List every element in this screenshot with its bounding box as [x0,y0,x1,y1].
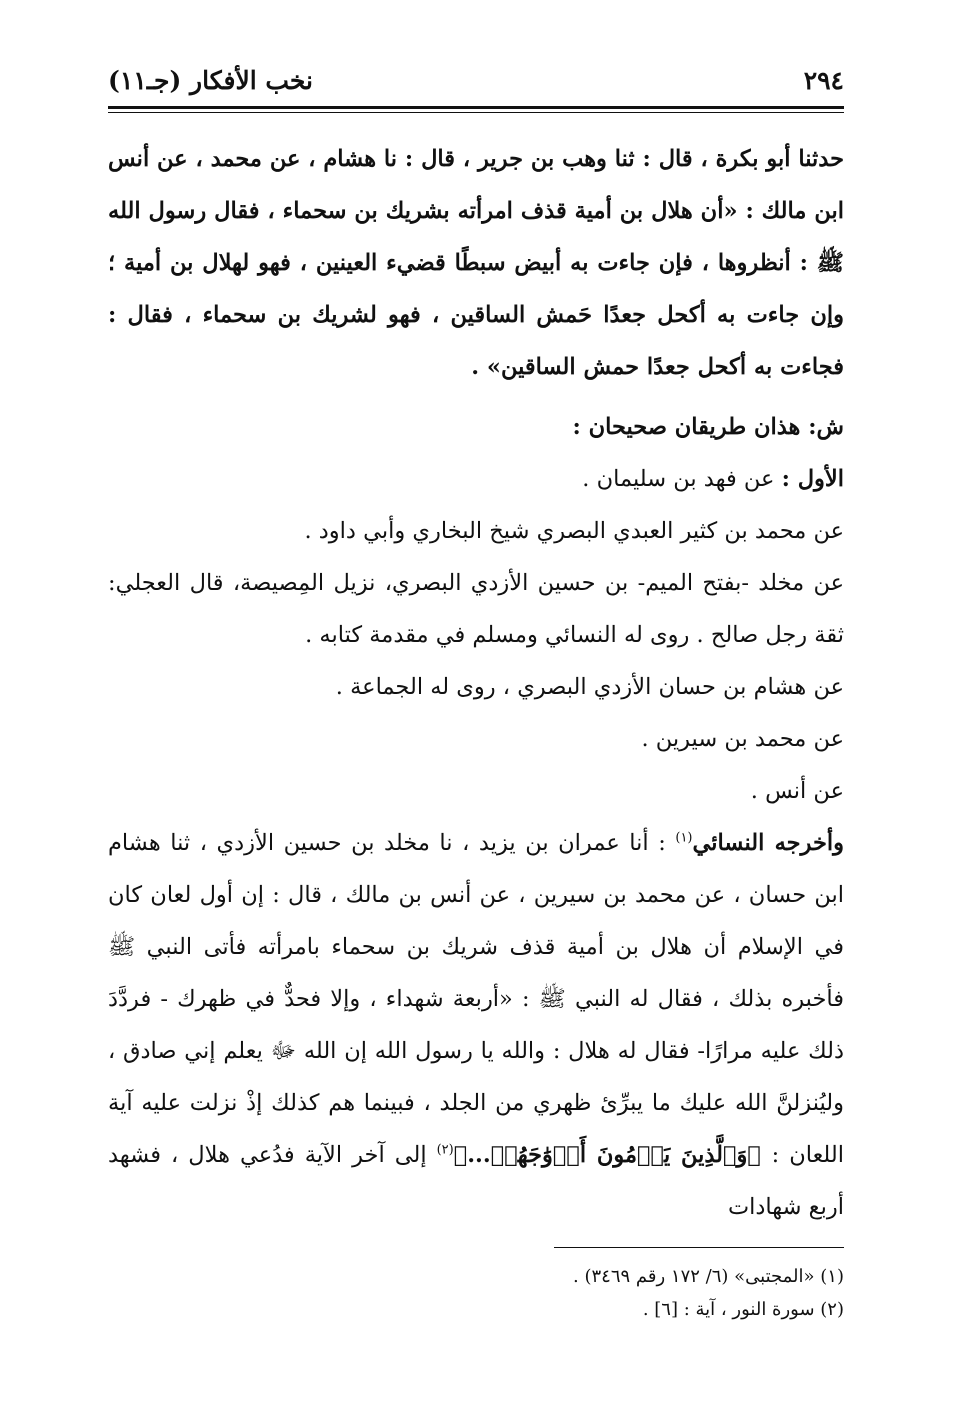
nasai-text: : أنا عمران بن يزيد ، نا مخلد بن حسين الأزدي ، ثنا هشام ابن حسان ، عن محمد بن سيرين ، عن أنس بن مالك ، قال : إن أول لعان كان في الإسلام أن هلال بن أمية قذف شريك بن سحماء بامرأته فأتى النبي ﷺ فأخبره بذلك ، فقال له النبي ﷺ : «أربعة شهداء ، وإلا فحدٌّ في ظهرك - فردَّدَ ذلك عليه مرارًا- فقال له هلال : والله يا رسول الله إن الله ﷻ يعلم إني صادق ، وليُنزلنَّ الله عليك ما يبرِّئ ظهري من الجلد ، فبينما هم كذلك إذْ نزلت عليه آية اللعان : [108,830,844,1168]
footnote-item: (٢) سورة النور ، آية : [٦] . [642,1299,844,1320]
chain-line: عن محمد بن سيرين . [641,726,844,752]
chain-first-label: الأول : [781,466,844,492]
page [108,62,844,1326]
header-rule-thin [108,112,844,113]
header-rule [108,106,844,109]
chain-line: عن هشام بن حسان الأزدي البصري ، روى له الجماعة . [335,674,844,700]
footnote-ref[interactable]: (٢) [436,1142,454,1158]
page-body [108,133,844,1233]
page-number: ٢٩٤ [803,66,844,95]
chain-first-text: عن فهد بن سليمان . [582,466,775,492]
footnote-ref[interactable]: (١) [675,830,693,846]
footnotes [108,1260,844,1326]
hadith-paragraph: حدثنا أبو بكرة ، قال : ثنا وهب بن جرير ، قال : نا هشام ، عن محمد ، عن أنس ابن مالك : «أن هلال بن أمية قذف امرأته بشريك بن سحماء ، فقال رسول الله ﷺ : أنظروها ، فإن جاءت به أبيض سبطًا قضيء العينين ، فهو لهلال بن أمية ؛ وإن جاءت به أكحل جعدًا حَمش الساقين ، فهو لشريك بن سحماء ، فقال : فجاءت به أكحل جعدًا حمش الساقين» . [108,146,844,380]
chain-line: عن محمد بن كثير العبدي البصري شيخ البخاري وأبي داود . [304,518,844,544]
chain-first [108,453,844,505]
quran-verse: ﴿وَٱلَّذِينَ يَرۡمُونَ أَزۡوَٰجَهُمۡ...﴾ [453,1142,772,1168]
nasai-lead: وأخرجه النسائي [692,830,844,856]
section-heading: ش: هذان طريقان صحيحان : [572,414,844,440]
book-title: نخب الأفكار (جـ١١) [108,66,314,95]
chain-line: عن أنس . [750,778,844,804]
page-header [108,62,844,106]
chain-line: عن مخلد -بفتح الميم- بن حسين الأزدي البصري، نزيل المِصيصة، قال العجلي: ثقة رجل صالح . روى له النسائي ومسلم في مقدمة كتابه . [108,570,844,648]
footnote-rule [554,1247,844,1248]
footnote-item: (١) «المجتبى» (٦/ ١٧٢ رقم ٣٤٦٩) . [573,1266,844,1287]
nasai-paragraph [108,817,844,1233]
nasai-tail: إلى آخر الآية فدُعي هلال ، فشهد أربع شهادات [108,1142,844,1220]
